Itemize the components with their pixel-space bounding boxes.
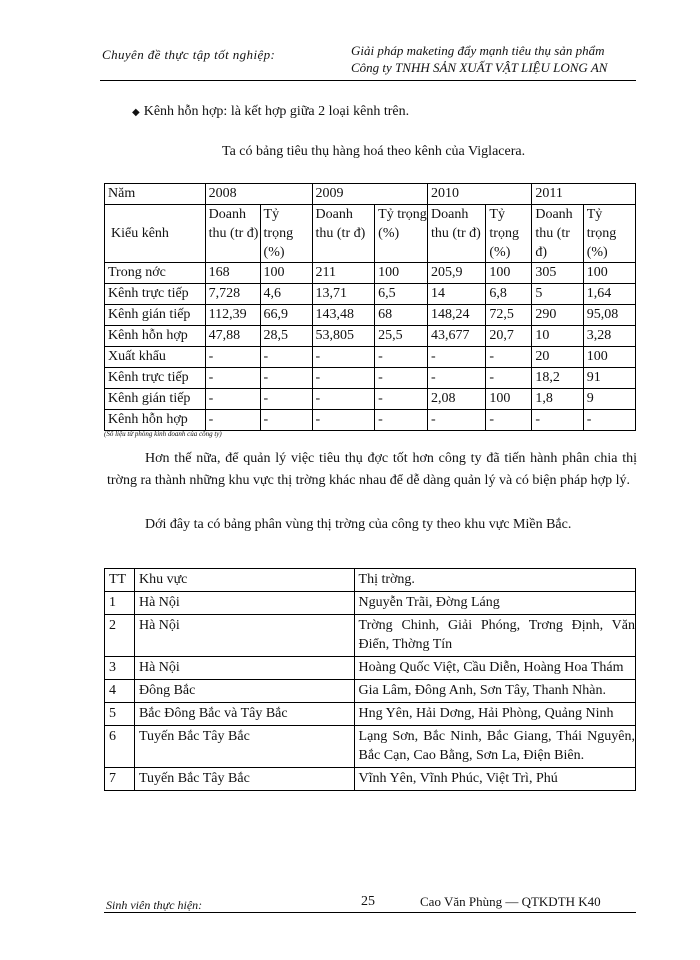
channel-label: Kênh gián tiếp	[105, 305, 206, 326]
value-cell: 100	[583, 347, 635, 368]
sales-row	[105, 263, 636, 284]
value-cell: 3,28	[583, 326, 635, 347]
value-cell: -	[486, 347, 532, 368]
value-cell: 143,48	[312, 305, 375, 326]
value-cell: -	[260, 389, 312, 410]
value-cell: -	[375, 410, 428, 431]
share-header: Tỷ trọng (%)	[375, 205, 428, 263]
value-cell: -	[375, 347, 428, 368]
value-cell: 100	[486, 389, 532, 410]
revenue-header: Doanh thu (tr đ)	[428, 205, 486, 263]
value-cell: -	[486, 410, 532, 431]
value-cell: 4,6	[260, 284, 312, 305]
value-cell: 7,728	[205, 284, 260, 305]
value-cell: -	[428, 347, 486, 368]
market-cell: Vĩnh Yên, Vĩnh Phúc, Việt Trì, Phú	[354, 768, 635, 791]
header-right-line2: Công ty TNHH SẢN XUẤT VẬT LIỆU LONG AN	[351, 60, 608, 75]
value-cell: -	[260, 410, 312, 431]
value-cell: -	[312, 347, 375, 368]
region-cell: Hà Nội	[134, 657, 354, 680]
value-cell: -	[205, 389, 260, 410]
value-cell: 211	[312, 263, 375, 284]
value-cell: -	[428, 368, 486, 389]
value-cell: 100	[260, 263, 312, 284]
value-cell: 305	[532, 263, 583, 284]
header-divider	[100, 80, 636, 81]
value-cell: 25,5	[375, 326, 428, 347]
value-cell: 66,9	[260, 305, 312, 326]
revenue-header: Doanh thu (tr đ)	[205, 205, 260, 263]
tt-cell: 3	[105, 657, 135, 680]
value-cell: 13,71	[312, 284, 375, 305]
sales-row	[105, 368, 636, 389]
value-cell: 9	[583, 389, 635, 410]
market-row	[105, 703, 636, 726]
region-cell: Hà Nội	[134, 615, 354, 657]
footer-right: Cao Văn Phùng — QTKDTH K40	[420, 894, 601, 909]
value-cell: -	[205, 410, 260, 431]
value-cell: 168	[205, 263, 260, 284]
value-cell: -	[532, 410, 583, 431]
channel-label: Kênh trực tiếp	[105, 284, 206, 305]
market-row	[105, 726, 636, 768]
region-cell: Tuyến Bắc Tây Bắc	[134, 768, 354, 791]
value-cell: 100	[486, 263, 532, 284]
tt-cell: 2	[105, 615, 135, 657]
market-cell: Trờng Chinh, Giải Phóng, Trơng Định, Văn Điển, Thờng Tín	[354, 615, 635, 657]
value-cell: 1,64	[583, 284, 635, 305]
tt-cell: 4	[105, 680, 135, 703]
header-left: Chuyên đề thực tập tốt nghiệp:	[102, 47, 276, 62]
share-header: Tỷ trọng (%)	[260, 205, 312, 263]
tt-header: TT	[105, 569, 135, 592]
sales-row	[105, 326, 636, 347]
region-cell: Hà Nội	[134, 592, 354, 615]
market-header: Thị trờng.	[354, 569, 635, 592]
value-cell: 28,5	[260, 326, 312, 347]
value-cell: -	[428, 410, 486, 431]
value-cell: 100	[375, 263, 428, 284]
footer-divider	[104, 912, 636, 913]
value-cell: 68	[375, 305, 428, 326]
sales-row	[105, 347, 636, 368]
market-header-row	[105, 569, 636, 592]
channel-label: Kênh hỗn hợp	[105, 410, 206, 431]
value-cell: 47,88	[205, 326, 260, 347]
value-cell: 148,24	[428, 305, 486, 326]
value-cell: 20,7	[486, 326, 532, 347]
value-cell: -	[260, 347, 312, 368]
market-cell: Lạng Sơn, Bắc Ninh, Bắc Giang, Thái Nguyên, Bắc Cạn, Cao Bằng, Sơn La, Điện Biên.	[354, 726, 635, 768]
market-cell: Hng Yên, Hải Dơng, Hải Phòng, Quảng Ninh	[354, 703, 635, 726]
value-cell: 14	[428, 284, 486, 305]
bullet-icon: ◆	[132, 107, 140, 118]
year-cell: 2009	[312, 184, 428, 205]
value-cell: -	[486, 368, 532, 389]
value-cell: 91	[583, 368, 635, 389]
sales-table	[104, 183, 636, 431]
value-cell: 53,805	[312, 326, 375, 347]
market-cell: Hoàng Quốc Việt, Cầu Diễn, Hoàng Hoa Thám	[354, 657, 635, 680]
value-cell: 20	[532, 347, 583, 368]
value-cell: -	[205, 347, 260, 368]
sales-row	[105, 305, 636, 326]
tt-cell: 5	[105, 703, 135, 726]
page-number: 25	[361, 894, 375, 909]
sales-subheader-row	[105, 205, 636, 263]
source-note: (Số liệu từ phòng kinh doanh của công ty)	[104, 430, 222, 438]
header-right-line1: Giải pháp maketing đẩy mạnh tiêu thụ sản phẩm	[351, 43, 605, 58]
value-cell: 10	[532, 326, 583, 347]
sales-row	[105, 410, 636, 431]
value-cell: 6,5	[375, 284, 428, 305]
value-cell: -	[312, 410, 375, 431]
value-cell: -	[312, 389, 375, 410]
revenue-header: Doanh thu (tr đ)	[312, 205, 375, 263]
value-cell: 112,39	[205, 305, 260, 326]
tt-cell: 7	[105, 768, 135, 791]
paragraph-2: Dới đây ta có bảng phân vùng thị trờng của công ty theo khu vực Miền Bắc.	[145, 517, 572, 532]
region-cell: Tuyến Bắc Tây Bắc	[134, 726, 354, 768]
value-cell: 6,8	[486, 284, 532, 305]
value-cell: 18,2	[532, 368, 583, 389]
value-cell: 95,08	[583, 305, 635, 326]
value-cell: 1,8	[532, 389, 583, 410]
share-header: Tỷ trọng (%)	[486, 205, 532, 263]
market-cell: Nguyễn Trãi, Đờng Láng	[354, 592, 635, 615]
market-row	[105, 657, 636, 680]
revenue-header: Doanh thu (tr đ)	[532, 205, 583, 263]
tt-cell: 6	[105, 726, 135, 768]
year-label: Năm	[105, 184, 206, 205]
tt-cell: 1	[105, 592, 135, 615]
year-cell: 2011	[532, 184, 636, 205]
paragraph-1: Hơn thế nữa, để quản lý việc tiêu thụ đợc tốt hơn công ty đã tiến hành phân chia thị trờng ra thành những khu vực thị trờng khác nhau để dễ dàng quản lý và có biện pháp hợp lý.	[107, 451, 637, 488]
header-right	[351, 42, 607, 76]
value-cell: -	[312, 368, 375, 389]
channel-label: Xuất khẩu	[105, 347, 206, 368]
value-cell: 205,9	[428, 263, 486, 284]
sales-year-row	[105, 184, 636, 205]
value-cell: -	[583, 410, 635, 431]
footer-left: Sinh viên thực hiện:	[106, 898, 203, 912]
value-cell: 100	[583, 263, 635, 284]
market-row	[105, 680, 636, 703]
channel-label: Kênh trực tiếp	[105, 368, 206, 389]
value-cell: 290	[532, 305, 583, 326]
market-table	[104, 568, 636, 791]
value-cell: 43,677	[428, 326, 486, 347]
sales-row	[105, 389, 636, 410]
bullet-text: Kênh hỗn hợp: là kết hợp giữa 2 loại kênh trên.	[143, 104, 410, 119]
region-header: Khu vực	[134, 569, 354, 592]
year-cell: 2008	[205, 184, 312, 205]
channel-label: Kênh gián tiếp	[105, 389, 206, 410]
market-cell: Gia Lâm, Đông Anh, Sơn Tây, Thanh Nhàn.	[354, 680, 635, 703]
bullet-item	[132, 104, 409, 120]
channel-label: Trong nớc	[105, 263, 206, 284]
value-cell: -	[375, 368, 428, 389]
sales-row	[105, 284, 636, 305]
value-cell: 2,08	[428, 389, 486, 410]
market-row	[105, 615, 636, 657]
market-row	[105, 592, 636, 615]
year-cell: 2010	[428, 184, 532, 205]
value-cell: 5	[532, 284, 583, 305]
intro-text: Ta có bảng tiêu thụ hàng hoá theo kênh của Viglacera.	[222, 144, 526, 159]
region-cell: Bắc Đông Bắc và Tây Bắc	[134, 703, 354, 726]
value-cell: -	[375, 389, 428, 410]
type-label: Kiểu kênh	[105, 205, 206, 263]
channel-label: Kênh hỗn hợp	[105, 326, 206, 347]
value-cell: 72,5	[486, 305, 532, 326]
value-cell: -	[205, 368, 260, 389]
market-row	[105, 768, 636, 791]
region-cell: Đông Bắc	[134, 680, 354, 703]
value-cell: -	[260, 368, 312, 389]
share-header: Tỷ trọng (%)	[583, 205, 635, 263]
